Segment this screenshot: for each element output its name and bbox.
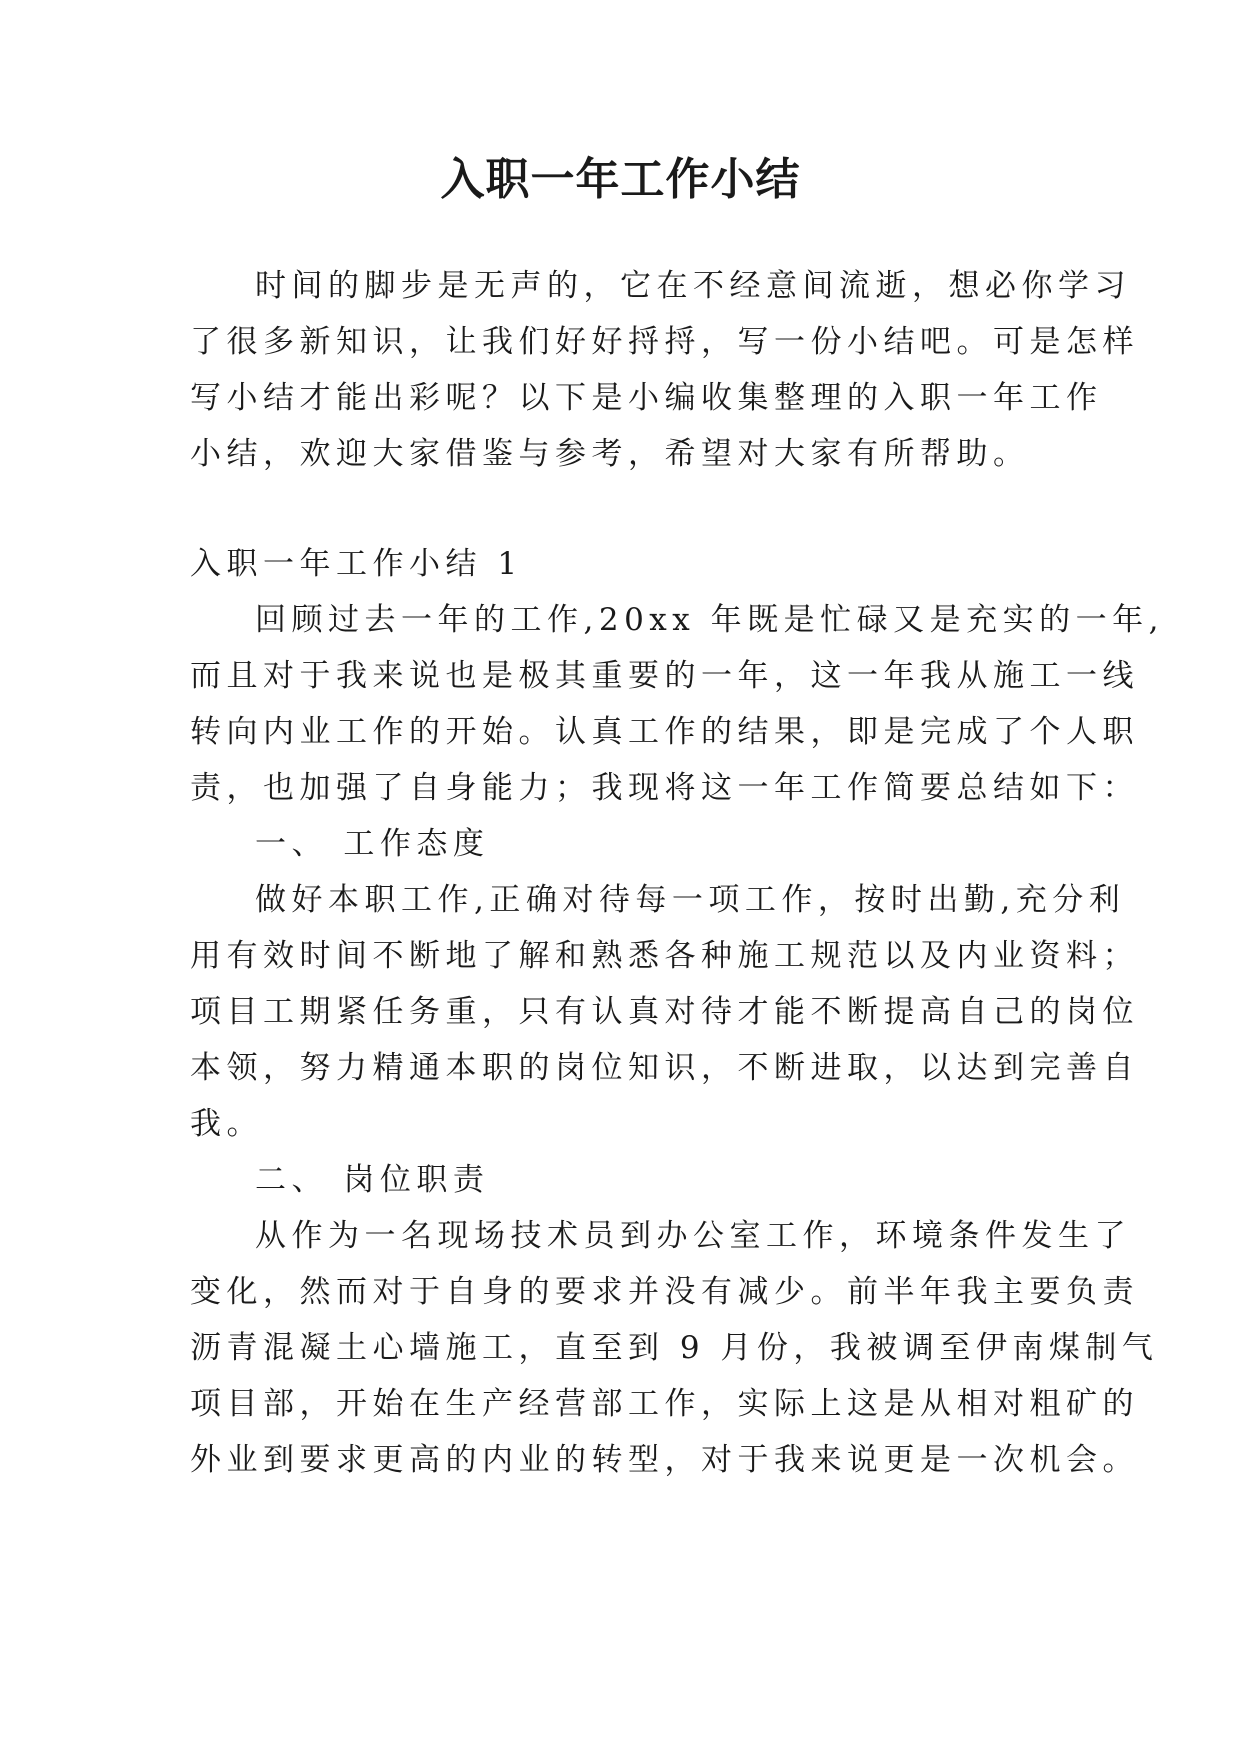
paragraph-line: 我。 (190, 1106, 263, 1142)
paragraph-line: 项目工期紧任务重，只有认真对待才能不断提高自己的岗位 (190, 994, 1139, 1030)
document-title: 入职一年工作小结 (440, 154, 801, 205)
intro-line: 写小结才能出彩呢？以下是小编收集整理的入职一年工作 (190, 380, 1103, 416)
paragraph-line: 沥青混凝土心墙施工，直至到 9 月份，我被调至伊南煤制气 (190, 1330, 1159, 1366)
paragraph-line: 外业到要求更高的内业的转型，对于我来说更是一次机会。 (190, 1442, 1139, 1478)
paragraph-line: 而且对于我来说也是极其重要的一年，这一年我从施工一线 (190, 658, 1139, 694)
intro-line: 时间的脚步是无声的，它在不经意间流逝，想必你学习 (255, 268, 1131, 304)
paragraph-line: 回顾过去一年的工作,20xx 年既是忙碌又是充实的一年, (255, 602, 1164, 638)
intro-line: 了很多新知识，让我们好好捋捋，写一份小结吧。可是怎样 (190, 324, 1139, 360)
paragraph-line: 做好本职工作,正确对待每一项工作，按时出勤,充分利 (255, 882, 1126, 918)
paragraph-line: 项目部，开始在生产经营部工作，实际上这是从相对粗矿的 (190, 1386, 1139, 1422)
paragraph-line: 责，也加强了自身能力；我现将这一年工作简要总结如下： (190, 770, 1139, 806)
paragraph-line: 从作为一名现场技术员到办公室工作，环境条件发生了 (255, 1218, 1131, 1254)
section-title: 入职一年工作小结 1 (190, 546, 523, 582)
paragraph-line: 本领，努力精通本职的岗位知识，不断进取，以达到完善自 (190, 1050, 1139, 1086)
intro-line: 小结，欢迎大家借鉴与参考，希望对大家有所帮助。 (190, 436, 1030, 472)
paragraph-line: 转向内业工作的开始。认真工作的结果，即是完成了个人职 (190, 714, 1139, 750)
subheading-job-duties: 二、 岗位职责 (255, 1162, 490, 1198)
subheading-work-attitude: 一、 工作态度 (255, 826, 490, 862)
paragraph-line: 变化，然而对于自身的要求并没有减少。前半年我主要负责 (190, 1274, 1139, 1310)
paragraph-line: 用有效时间不断地了解和熟悉各种施工规范以及内业资料； (190, 938, 1139, 974)
